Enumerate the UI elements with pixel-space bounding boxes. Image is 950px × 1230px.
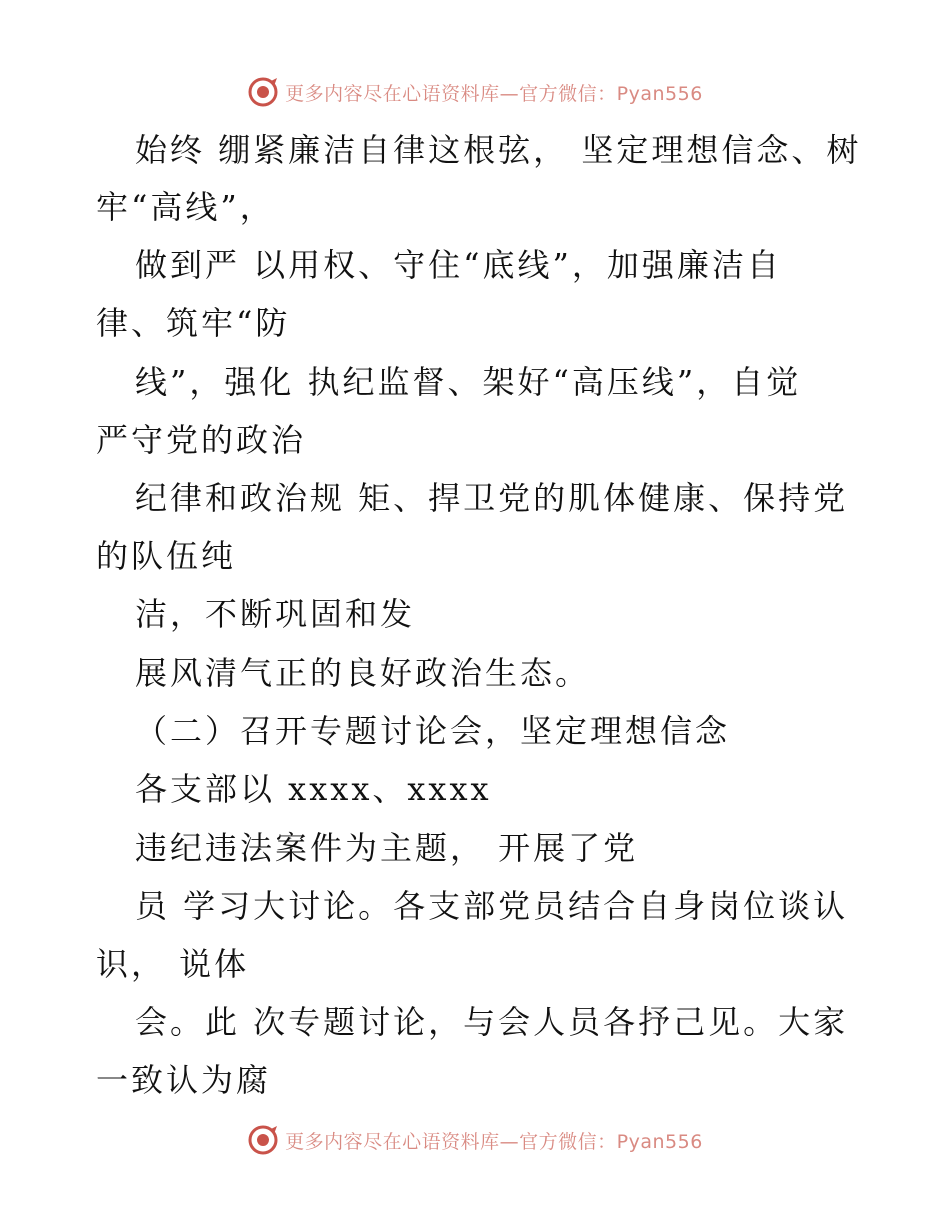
watermark-logo-icon [247,1124,279,1156]
body-line: 律、筑牢“防 [96,304,291,342]
body-line: 严守党的政治 [96,421,307,459]
body-line: 违纪违法案件为主题， 开展了党 [135,829,639,867]
header-watermark [0,72,950,112]
body-line: 洁，不断巩固和发 [135,595,416,633]
body-line: 一致认为腐 [96,1061,272,1099]
footer-watermark [0,1120,950,1160]
body-line: 牢“高线”， [96,188,275,226]
body-line: 展风清气正的良好政治生态。 [135,654,591,692]
body-line: 员 学习大讨论。各支部党员结合自身岗位谈认 [135,887,849,925]
body-line: 识， 说体 [96,945,250,983]
body-line: 线”，强化 执纪监督、架好“高压线”，自觉 [135,363,802,401]
body-line: 各支部以 xxxx、xxxx [135,770,492,808]
watermark-text: 更多内容尽在心语资料库—官方微信：Pyan556 [285,82,703,105]
body-line: 始终 绷紧廉洁自律这根弦， 坚定理想信念、树 [135,131,862,169]
watermark-logo-icon [247,76,279,108]
section-heading: （二）召开专题讨论会，坚定理想信念 [135,712,731,750]
body-line: 会。此 次专题讨论，与会人员各抒己见。大家 [135,1003,849,1041]
body-line: 纪律和政治规 矩、捍卫党的肌体健康、保持党 [135,479,849,517]
body-line: 的队伍纯 [96,537,237,575]
watermark-text: 更多内容尽在心语资料库—官方微信：Pyan556 [285,1130,703,1153]
body-line: 做到严 以用权、守住“底线”，加强廉洁自 [135,246,782,284]
